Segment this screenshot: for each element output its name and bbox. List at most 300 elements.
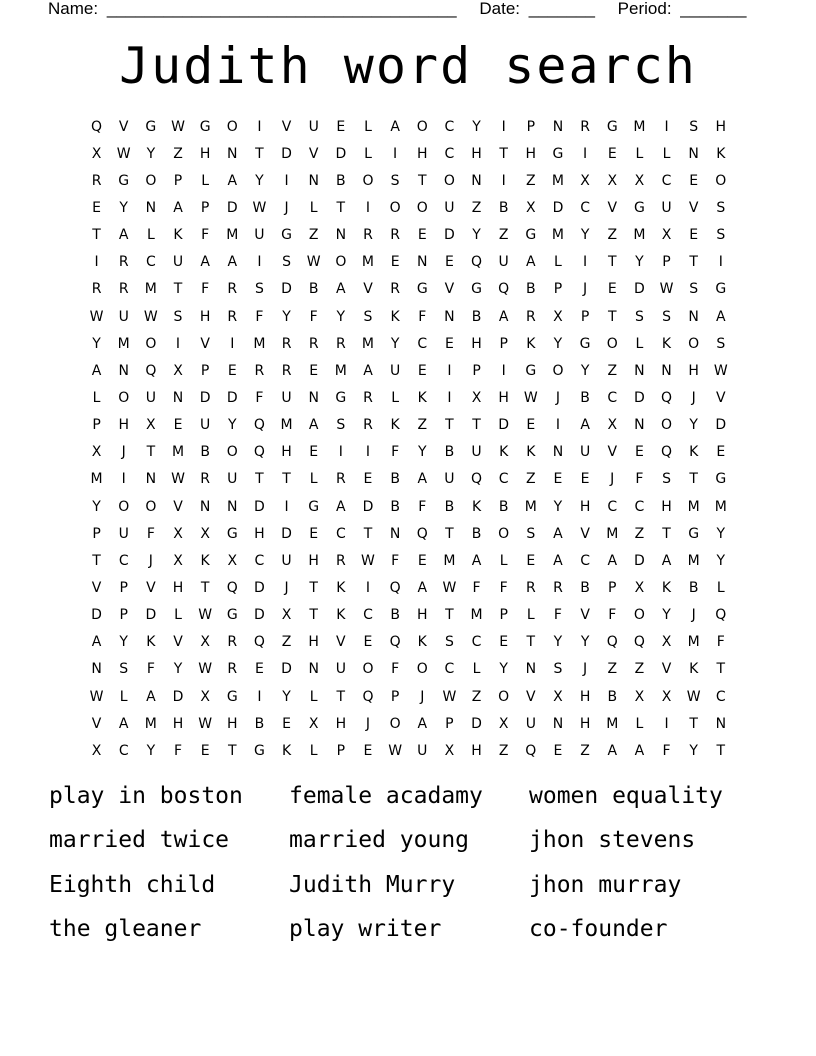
- grid-letter[interactable]: B: [200, 444, 210, 461]
- grid-letter[interactable]: V: [281, 118, 292, 135]
- grid-letter[interactable]: T: [526, 634, 536, 651]
- grid-letter[interactable]: N: [525, 661, 537, 678]
- grid-letter[interactable]: R: [525, 579, 536, 596]
- grid-letter[interactable]: M: [361, 335, 375, 352]
- grid-letter[interactable]: G: [525, 362, 537, 379]
- grid-letter[interactable]: J: [148, 552, 153, 569]
- grid-letter[interactable]: H: [118, 417, 129, 434]
- grid-letter[interactable]: E: [526, 417, 536, 434]
- grid-letter[interactable]: J: [555, 389, 561, 406]
- grid-letter[interactable]: F: [146, 525, 155, 542]
- grid-letter[interactable]: A: [526, 254, 536, 271]
- grid-letter[interactable]: A: [607, 742, 618, 759]
- grid-letter[interactable]: R: [335, 471, 346, 488]
- grid-letter[interactable]: M: [90, 471, 103, 488]
- grid-letter[interactable]: Y: [119, 199, 128, 216]
- grid-letter[interactable]: E: [363, 742, 373, 759]
- grid-letter[interactable]: A: [498, 308, 509, 325]
- grid-letter[interactable]: U: [308, 118, 319, 135]
- grid-letter[interactable]: A: [91, 362, 102, 379]
- grid-letter[interactable]: T: [607, 254, 617, 271]
- grid-letter[interactable]: V: [91, 579, 102, 596]
- grid-letter[interactable]: Y: [472, 118, 481, 135]
- grid-letter[interactable]: E: [417, 552, 427, 569]
- grid-letter[interactable]: S: [716, 199, 726, 216]
- grid-letter[interactable]: R: [390, 227, 400, 244]
- grid-letter[interactable]: Q: [253, 634, 265, 651]
- grid-letter[interactable]: T: [255, 145, 264, 162]
- grid-letter[interactable]: N: [118, 362, 129, 379]
- grid-letter[interactable]: X: [553, 688, 563, 705]
- grid-letter[interactable]: Z: [607, 227, 618, 244]
- grid-letter[interactable]: Q: [389, 634, 401, 651]
- grid-letter[interactable]: R: [118, 254, 129, 271]
- grid-letter[interactable]: I: [664, 118, 669, 135]
- grid-letter[interactable]: T: [445, 525, 454, 542]
- grid-letter[interactable]: U: [200, 417, 211, 434]
- grid-letter[interactable]: W: [171, 471, 185, 488]
- grid-letter[interactable]: C: [607, 389, 618, 406]
- grid-letter[interactable]: K: [471, 498, 482, 515]
- grid-letter[interactable]: Y: [390, 335, 400, 352]
- grid-letter[interactable]: U: [471, 444, 482, 461]
- grid-letter[interactable]: I: [501, 118, 506, 135]
- grid-letter[interactable]: R: [580, 118, 590, 135]
- grid-letter[interactable]: Y: [580, 362, 590, 379]
- grid-letter[interactable]: Y: [689, 742, 698, 759]
- grid-letter[interactable]: H: [715, 118, 727, 135]
- grid-letter[interactable]: U: [579, 444, 591, 461]
- grid-letter[interactable]: U: [335, 661, 346, 678]
- grid-letter[interactable]: X: [91, 145, 102, 162]
- grid-letter[interactable]: V: [444, 281, 455, 298]
- grid-letter[interactable]: U: [444, 199, 455, 216]
- grid-letter[interactable]: U: [118, 525, 129, 542]
- grid-letter[interactable]: M: [253, 335, 266, 352]
- grid-letter[interactable]: S: [173, 308, 183, 325]
- grid-letter[interactable]: Y: [662, 607, 671, 624]
- grid-letter[interactable]: T: [255, 471, 264, 488]
- grid-letter[interactable]: E: [580, 471, 590, 488]
- grid-letter[interactable]: L: [526, 607, 535, 624]
- grid-letter[interactable]: O: [118, 389, 130, 406]
- grid-letter[interactable]: R: [91, 172, 102, 189]
- grid-letter[interactable]: F: [255, 308, 264, 325]
- grid-letter[interactable]: O: [145, 172, 157, 189]
- grid-letter[interactable]: P: [336, 742, 346, 759]
- grid-letter[interactable]: R: [335, 335, 346, 352]
- grid-letter[interactable]: E: [309, 362, 319, 379]
- grid-letter[interactable]: A: [173, 199, 183, 216]
- grid-letter[interactable]: M: [551, 227, 564, 244]
- grid-letter[interactable]: D: [199, 389, 211, 406]
- grid-letter[interactable]: X: [661, 227, 672, 244]
- grid-letter[interactable]: R: [363, 227, 373, 244]
- date-blank[interactable]: _______: [528, 0, 595, 18]
- grid-letter[interactable]: L: [146, 227, 155, 244]
- grid-letter[interactable]: D: [498, 417, 510, 434]
- grid-letter[interactable]: H: [227, 715, 238, 732]
- grid-letter[interactable]: X: [580, 172, 590, 189]
- grid-letter[interactable]: X: [200, 688, 210, 705]
- grid-letter[interactable]: M: [606, 715, 619, 732]
- grid-letter[interactable]: R: [525, 308, 536, 325]
- grid-letter[interactable]: X: [91, 444, 102, 461]
- grid-letter[interactable]: N: [634, 362, 645, 379]
- grid-letter[interactable]: A: [227, 254, 238, 271]
- grid-letter[interactable]: L: [554, 254, 562, 271]
- grid-letter[interactable]: H: [416, 145, 428, 162]
- grid-letter[interactable]: G: [118, 172, 130, 189]
- grid-letter[interactable]: A: [417, 579, 428, 596]
- grid-letter[interactable]: Z: [634, 525, 645, 542]
- grid-letter[interactable]: E: [363, 634, 373, 651]
- grid-letter[interactable]: F: [255, 389, 264, 406]
- grid-letter[interactable]: A: [308, 417, 319, 434]
- grid-letter[interactable]: O: [416, 661, 428, 678]
- grid-letter[interactable]: E: [200, 742, 210, 759]
- grid-letter[interactable]: C: [254, 552, 265, 569]
- grid-letter[interactable]: D: [254, 579, 265, 596]
- grid-letter[interactable]: F: [391, 661, 400, 678]
- grid-letter[interactable]: D: [254, 607, 265, 624]
- grid-letter[interactable]: G: [579, 335, 591, 352]
- grid-letter[interactable]: L: [499, 552, 508, 569]
- grid-letter[interactable]: L: [716, 579, 725, 596]
- grid-letter[interactable]: A: [200, 254, 210, 271]
- grid-letter[interactable]: X: [634, 172, 645, 189]
- grid-letter[interactable]: L: [391, 389, 400, 406]
- grid-letter[interactable]: L: [635, 335, 644, 352]
- grid-letter[interactable]: D: [281, 281, 292, 298]
- grid-letter[interactable]: Y: [92, 498, 101, 515]
- grid-letter[interactable]: A: [146, 688, 156, 705]
- grid-letter[interactable]: I: [501, 172, 506, 189]
- grid-letter[interactable]: Y: [417, 444, 427, 461]
- grid-letter[interactable]: Q: [715, 607, 727, 624]
- grid-letter[interactable]: B: [498, 199, 509, 216]
- grid-letter[interactable]: E: [227, 362, 237, 379]
- grid-letter[interactable]: R: [363, 417, 373, 434]
- grid-letter[interactable]: J: [420, 688, 425, 705]
- grid-letter[interactable]: E: [607, 281, 617, 298]
- grid-letter[interactable]: D: [633, 281, 645, 298]
- grid-letter[interactable]: A: [553, 525, 563, 542]
- grid-letter[interactable]: V: [336, 634, 346, 651]
- grid-letter[interactable]: N: [389, 525, 401, 542]
- grid-letter[interactable]: H: [199, 145, 211, 162]
- grid-letter[interactable]: V: [580, 607, 590, 624]
- grid-letter[interactable]: J: [284, 199, 289, 216]
- grid-letter[interactable]: G: [715, 471, 727, 488]
- grid-letter[interactable]: F: [309, 308, 318, 325]
- grid-letter[interactable]: Z: [308, 227, 319, 244]
- grid-letter[interactable]: O: [335, 254, 347, 271]
- grid-letter[interactable]: P: [390, 688, 400, 705]
- grid-letter[interactable]: Y: [92, 335, 101, 352]
- grid-letter[interactable]: M: [687, 634, 700, 651]
- grid-letter[interactable]: O: [416, 118, 428, 135]
- grid-letter[interactable]: X: [200, 525, 210, 542]
- grid-letter[interactable]: F: [418, 498, 427, 515]
- grid-letter[interactable]: S: [336, 417, 346, 434]
- name-blank[interactable]: _____________________________________: [106, 0, 457, 18]
- grid-letter[interactable]: Q: [362, 688, 374, 705]
- grid-letter[interactable]: F: [472, 579, 481, 596]
- grid-letter[interactable]: D: [471, 715, 482, 732]
- grid-letter[interactable]: P: [499, 607, 508, 624]
- grid-letter[interactable]: C: [335, 525, 346, 542]
- grid-letter[interactable]: K: [390, 308, 400, 325]
- grid-letter[interactable]: H: [199, 308, 211, 325]
- grid-letter[interactable]: S: [390, 172, 400, 189]
- grid-letter[interactable]: V: [308, 145, 319, 162]
- grid-letter[interactable]: F: [391, 552, 400, 569]
- grid-letter[interactable]: H: [416, 607, 428, 624]
- grid-letter[interactable]: Q: [226, 579, 238, 596]
- grid-letter[interactable]: V: [688, 199, 699, 216]
- grid-letter[interactable]: S: [662, 308, 671, 325]
- grid-letter[interactable]: H: [688, 362, 699, 379]
- grid-letter[interactable]: P: [92, 525, 101, 542]
- grid-letter[interactable]: T: [445, 607, 454, 624]
- grid-letter[interactable]: C: [444, 118, 455, 135]
- grid-letter[interactable]: N: [715, 715, 727, 732]
- grid-letter[interactable]: I: [718, 254, 723, 271]
- grid-letter[interactable]: W: [198, 607, 213, 624]
- grid-letter[interactable]: P: [499, 335, 508, 352]
- grid-letter[interactable]: H: [498, 389, 509, 406]
- grid-letter[interactable]: I: [284, 172, 289, 189]
- grid-letter[interactable]: G: [145, 118, 157, 135]
- grid-letter[interactable]: M: [334, 362, 347, 379]
- grid-letter[interactable]: O: [145, 498, 157, 515]
- grid-letter[interactable]: W: [198, 661, 213, 678]
- grid-letter[interactable]: N: [552, 118, 564, 135]
- grid-letter[interactable]: V: [146, 579, 156, 596]
- grid-letter[interactable]: X: [444, 742, 455, 759]
- grid-letter[interactable]: S: [634, 308, 644, 325]
- grid-letter[interactable]: J: [610, 471, 615, 488]
- grid-letter[interactable]: E: [553, 742, 563, 759]
- grid-letter[interactable]: Z: [417, 417, 428, 434]
- grid-letter[interactable]: D: [281, 145, 292, 162]
- grid-letter[interactable]: M: [551, 172, 564, 189]
- grid-letter[interactable]: K: [336, 607, 346, 624]
- grid-letter[interactable]: T: [92, 227, 101, 244]
- grid-letter[interactable]: R: [390, 281, 400, 298]
- grid-letter[interactable]: M: [144, 715, 157, 732]
- grid-letter[interactable]: M: [606, 525, 619, 542]
- grid-letter[interactable]: D: [281, 525, 292, 542]
- grid-letter[interactable]: R: [227, 281, 238, 298]
- grid-letter[interactable]: V: [118, 118, 129, 135]
- grid-letter[interactable]: N: [552, 444, 564, 461]
- grid-letter[interactable]: X: [146, 417, 156, 434]
- grid-letter[interactable]: R: [308, 335, 319, 352]
- grid-letter[interactable]: Q: [471, 254, 483, 271]
- grid-letter[interactable]: R: [227, 634, 238, 651]
- grid-letter[interactable]: Q: [525, 742, 537, 759]
- grid-letter[interactable]: M: [524, 498, 537, 515]
- grid-letter[interactable]: F: [662, 742, 671, 759]
- grid-letter[interactable]: B: [390, 607, 400, 624]
- grid-letter[interactable]: Q: [661, 444, 673, 461]
- grid-letter[interactable]: C: [444, 661, 455, 678]
- grid-letter[interactable]: N: [227, 145, 238, 162]
- grid-letter[interactable]: U: [254, 227, 265, 244]
- grid-letter[interactable]: W: [686, 688, 701, 705]
- grid-letter[interactable]: E: [607, 145, 617, 162]
- grid-letter[interactable]: K: [200, 552, 210, 569]
- grid-letter[interactable]: O: [389, 199, 401, 216]
- grid-letter[interactable]: X: [227, 552, 238, 569]
- grid-letter[interactable]: U: [444, 471, 455, 488]
- grid-letter[interactable]: Y: [336, 308, 346, 325]
- grid-letter[interactable]: S: [689, 118, 699, 135]
- grid-letter[interactable]: E: [444, 335, 454, 352]
- grid-letter[interactable]: O: [416, 199, 428, 216]
- grid-letter[interactable]: E: [173, 417, 183, 434]
- grid-letter[interactable]: Y: [635, 254, 644, 271]
- grid-letter[interactable]: A: [661, 552, 672, 569]
- grid-letter[interactable]: N: [145, 199, 157, 216]
- grid-letter[interactable]: T: [716, 742, 726, 759]
- grid-letter[interactable]: K: [716, 145, 726, 162]
- grid-letter[interactable]: H: [308, 552, 319, 569]
- grid-letter[interactable]: G: [308, 498, 320, 515]
- grid-letter[interactable]: S: [689, 281, 699, 298]
- grid-letter[interactable]: D: [633, 552, 645, 569]
- grid-letter[interactable]: F: [146, 661, 155, 678]
- grid-letter[interactable]: M: [633, 118, 646, 135]
- grid-letter[interactable]: B: [580, 389, 590, 406]
- grid-letter[interactable]: T: [227, 742, 237, 759]
- grid-letter[interactable]: H: [281, 444, 292, 461]
- grid-letter[interactable]: C: [363, 607, 373, 624]
- grid-letter[interactable]: E: [92, 199, 101, 216]
- grid-letter[interactable]: Q: [91, 118, 103, 135]
- grid-letter[interactable]: X: [173, 362, 183, 379]
- grid-letter[interactable]: Q: [253, 417, 265, 434]
- grid-letter[interactable]: G: [416, 281, 428, 298]
- grid-letter[interactable]: P: [526, 118, 536, 135]
- grid-letter[interactable]: C: [661, 172, 672, 189]
- grid-letter[interactable]: R: [91, 281, 102, 298]
- grid-letter[interactable]: Q: [661, 389, 673, 406]
- grid-letter[interactable]: G: [281, 227, 292, 244]
- grid-letter[interactable]: V: [607, 444, 618, 461]
- grid-letter[interactable]: O: [633, 607, 645, 624]
- grid-letter[interactable]: D: [444, 227, 455, 244]
- grid-letter[interactable]: H: [579, 688, 591, 705]
- grid-letter[interactable]: T: [336, 199, 346, 216]
- grid-letter[interactable]: X: [661, 634, 672, 651]
- grid-letter[interactable]: U: [118, 308, 129, 325]
- grid-letter[interactable]: L: [174, 607, 182, 624]
- grid-letter[interactable]: G: [471, 281, 482, 298]
- grid-letter[interactable]: M: [633, 227, 646, 244]
- grid-letter[interactable]: M: [687, 552, 700, 569]
- grid-letter[interactable]: K: [661, 335, 672, 352]
- grid-letter[interactable]: M: [443, 552, 456, 569]
- grid-letter[interactable]: R: [118, 281, 129, 298]
- grid-letter[interactable]: E: [689, 172, 699, 189]
- period-blank[interactable]: _______: [680, 0, 747, 18]
- grid-letter[interactable]: S: [716, 335, 726, 352]
- grid-letter[interactable]: O: [606, 335, 618, 352]
- grid-letter[interactable]: G: [335, 389, 347, 406]
- grid-letter[interactable]: Z: [607, 362, 618, 379]
- grid-letter[interactable]: X: [281, 607, 292, 624]
- grid-letter[interactable]: J: [691, 607, 696, 624]
- grid-letter[interactable]: I: [447, 362, 452, 379]
- grid-letter[interactable]: Z: [580, 742, 590, 759]
- grid-letter[interactable]: J: [284, 579, 289, 596]
- grid-letter[interactable]: W: [442, 579, 457, 596]
- grid-letter[interactable]: C: [580, 552, 590, 569]
- grid-letter[interactable]: W: [442, 688, 457, 705]
- grid-letter[interactable]: A: [118, 227, 129, 244]
- grid-letter[interactable]: P: [580, 308, 590, 325]
- grid-letter[interactable]: F: [418, 308, 427, 325]
- grid-letter[interactable]: P: [608, 579, 617, 596]
- grid-letter[interactable]: N: [471, 172, 482, 189]
- grid-letter[interactable]: E: [309, 525, 319, 542]
- grid-letter[interactable]: I: [284, 498, 289, 515]
- grid-letter[interactable]: C: [580, 199, 590, 216]
- grid-letter[interactable]: N: [634, 417, 645, 434]
- grid-letter[interactable]: I: [393, 145, 398, 162]
- grid-letter[interactable]: D: [172, 688, 184, 705]
- grid-letter[interactable]: T: [689, 254, 698, 271]
- grid-letter[interactable]: Q: [253, 444, 265, 461]
- grid-letter[interactable]: S: [282, 254, 291, 271]
- grid-letter[interactable]: K: [281, 742, 292, 759]
- grid-letter[interactable]: L: [309, 199, 318, 216]
- grid-letter[interactable]: I: [175, 335, 181, 352]
- grid-letter[interactable]: B: [607, 688, 618, 705]
- grid-letter[interactable]: K: [499, 444, 509, 461]
- grid-letter[interactable]: U: [227, 471, 238, 488]
- grid-letter[interactable]: W: [116, 145, 131, 162]
- grid-letter[interactable]: T: [200, 579, 210, 596]
- grid-letter[interactable]: I: [257, 118, 262, 135]
- grid-letter[interactable]: M: [226, 227, 239, 244]
- grid-letter[interactable]: H: [579, 715, 591, 732]
- grid-letter[interactable]: X: [634, 688, 645, 705]
- grid-letter[interactable]: P: [173, 172, 183, 189]
- grid-letter[interactable]: I: [338, 444, 343, 461]
- grid-letter[interactable]: M: [687, 498, 700, 515]
- grid-letter[interactable]: Y: [146, 145, 156, 162]
- grid-letter[interactable]: D: [552, 199, 564, 216]
- grid-letter[interactable]: D: [633, 389, 645, 406]
- grid-letter[interactable]: L: [635, 715, 644, 732]
- grid-letter[interactable]: T: [146, 444, 156, 461]
- grid-letter[interactable]: Y: [716, 552, 726, 569]
- grid-letter[interactable]: Y: [255, 172, 264, 189]
- grid-letter[interactable]: G: [688, 525, 700, 542]
- grid-letter[interactable]: E: [390, 254, 400, 271]
- grid-letter[interactable]: G: [633, 199, 645, 216]
- grid-letter[interactable]: F: [716, 634, 725, 651]
- grid-letter[interactable]: Y: [553, 634, 563, 651]
- grid-letter[interactable]: V: [91, 715, 102, 732]
- grid-letter[interactable]: B: [308, 281, 319, 298]
- grid-letter[interactable]: R: [200, 471, 210, 488]
- grid-letter[interactable]: Q: [389, 579, 401, 596]
